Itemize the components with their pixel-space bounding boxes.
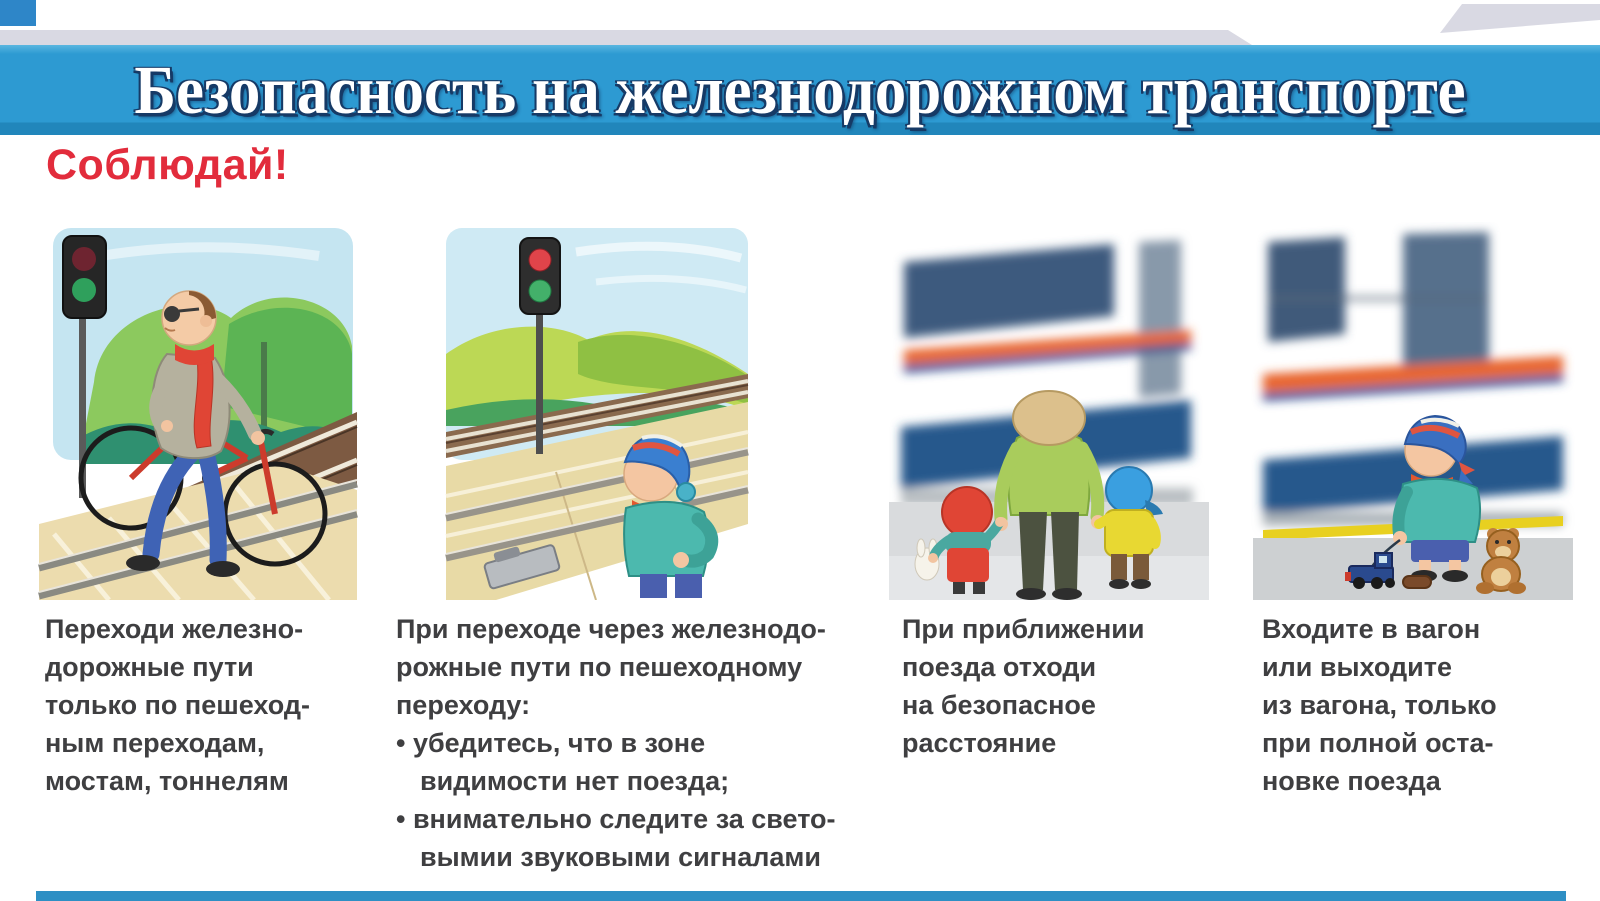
caption-line: При приближении — [902, 614, 1145, 644]
title-banner — [0, 45, 1600, 135]
caption-line: вымии звуковыми сигналами — [420, 842, 821, 872]
caption-line: дорожные пути — [45, 652, 254, 682]
toy-log-icon — [1403, 576, 1431, 588]
hat-icon — [1013, 391, 1085, 445]
poster-title: Безопасность на железнодорожном транспорте — [134, 50, 1466, 128]
caption-line: мостам, тоннелям — [45, 766, 289, 796]
caption-line: при полной оста- — [1262, 728, 1494, 758]
caption-line: или выходите — [1262, 652, 1452, 682]
caption-bullet-line: • убедитесь, что в зоне — [396, 728, 706, 758]
panel-1-caption — [45, 610, 390, 800]
panel-2-caption — [396, 610, 881, 876]
caption-line: расстояние — [902, 728, 1057, 758]
footer-rule — [36, 891, 1566, 901]
caption-line: При переходе через железнодо- — [396, 614, 826, 644]
caption-bullet-line: • внимательно следите за свето- — [396, 804, 836, 834]
red-cap-icon — [942, 487, 992, 537]
caption-line: Переходи железно- — [45, 614, 304, 644]
child-signal-drawing — [422, 222, 770, 600]
illustration-family-train — [882, 222, 1216, 600]
caption-line: видимости нет поезда; — [420, 766, 730, 796]
illustration-cyclist-crossing — [34, 222, 364, 600]
panel-4-caption — [1262, 610, 1592, 800]
caption-line: ным переходам, — [45, 728, 265, 758]
illustration-child-signal — [422, 222, 770, 600]
family-train-drawing — [882, 222, 1216, 600]
slogan-text: Соблюдай! — [46, 141, 289, 189]
caption-line: рожные пути по пешеходному — [396, 652, 803, 682]
illustration-child-waiting — [1246, 222, 1580, 600]
gray-band-decoration — [0, 30, 1252, 45]
caption-line: из вагона, только — [1262, 690, 1497, 720]
caption-line: только по пешеход- — [45, 690, 310, 720]
blue-cap-icon — [1106, 467, 1152, 513]
crossing-planks-icon — [39, 464, 357, 600]
cyclist-crossing-drawing — [34, 222, 364, 600]
caption-line: поезда отходи — [902, 652, 1097, 682]
corner-blue-decoration — [0, 0, 36, 26]
caption-line: на безопасное — [902, 690, 1096, 720]
panel-3-caption — [902, 610, 1247, 762]
child-waiting-drawing — [1246, 222, 1580, 600]
caption-line: новке поезда — [1262, 766, 1441, 796]
caption-line: Входите в вагон — [1262, 614, 1481, 644]
corner-gray-decoration — [1440, 4, 1600, 33]
caption-line: переходу: — [396, 690, 531, 720]
